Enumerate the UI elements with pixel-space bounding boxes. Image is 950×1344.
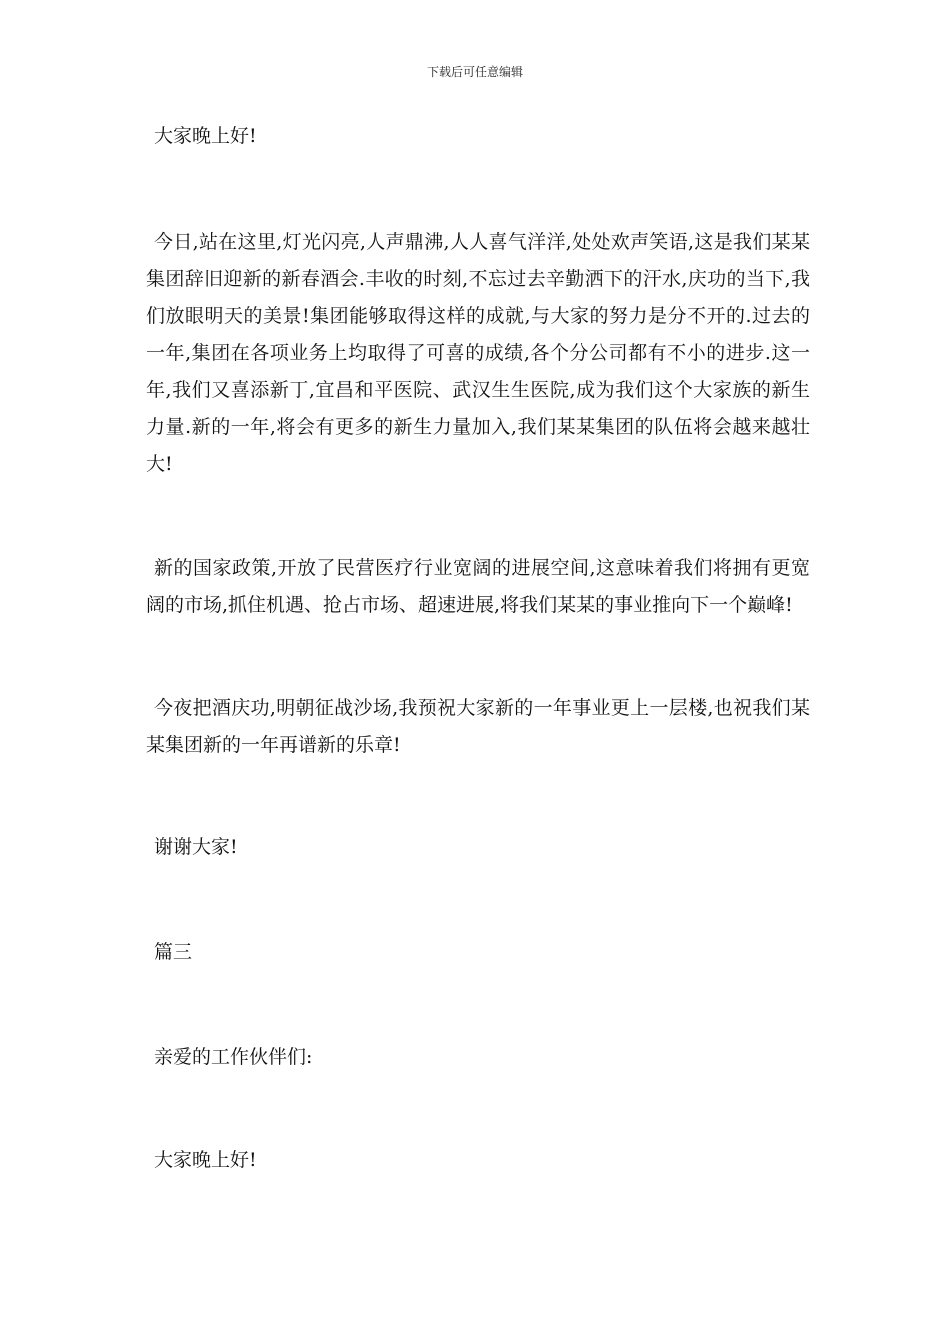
body-paragraph-1: 今日,站在这里,灯光闪亮,人声鼎沸,人人喜气洋洋,处处欢声笑语,这是我们某某集团辞旧迎新的新春酒会.丰收的时刻,不忘过去辛勤洒下的汗水,庆功的当下,我们放眼明天的美景!集团能够取得这样的成就,与大家的努力是分不开的.过去的一年,集团在各项业务上均取得了可喜的成绩,各个分公司都有不小的进步.这一年,我们又喜添新丁,宜昌和平医院、武汉生生医院,成为我们这个大家族的新生力量.新的一年,将会有更多的新生力量加入,我们某某集团的队伍将会越来越壮大! [146,231,810,475]
greeting-paragraph-2: 大家晚上好! [154,1149,257,1171]
thanks-paragraph: 谢谢大家! [154,836,238,858]
page-header-note: 下载后可任意编辑 [426,65,523,79]
body-paragraph-3: 今夜把酒庆功,明朝征战沙场,我预祝大家新的一年事业更上一层楼,也祝我们某某集团新的一年再谱新的乐章! [146,697,810,756]
body-paragraph-2: 新的国家政策,开放了民营医疗行业宽阔的进展空间,这意味着我们将拥有更宽阔的市场,抓住机遇、抢占市场、超速进展,将我们某某的事业推向下一个巅峰! [146,557,810,616]
section-title: 篇三 [154,941,193,963]
salutation-paragraph: 亲爱的工作伙伴们: [154,1046,313,1068]
greeting-paragraph: 大家晚上好! [154,125,257,147]
